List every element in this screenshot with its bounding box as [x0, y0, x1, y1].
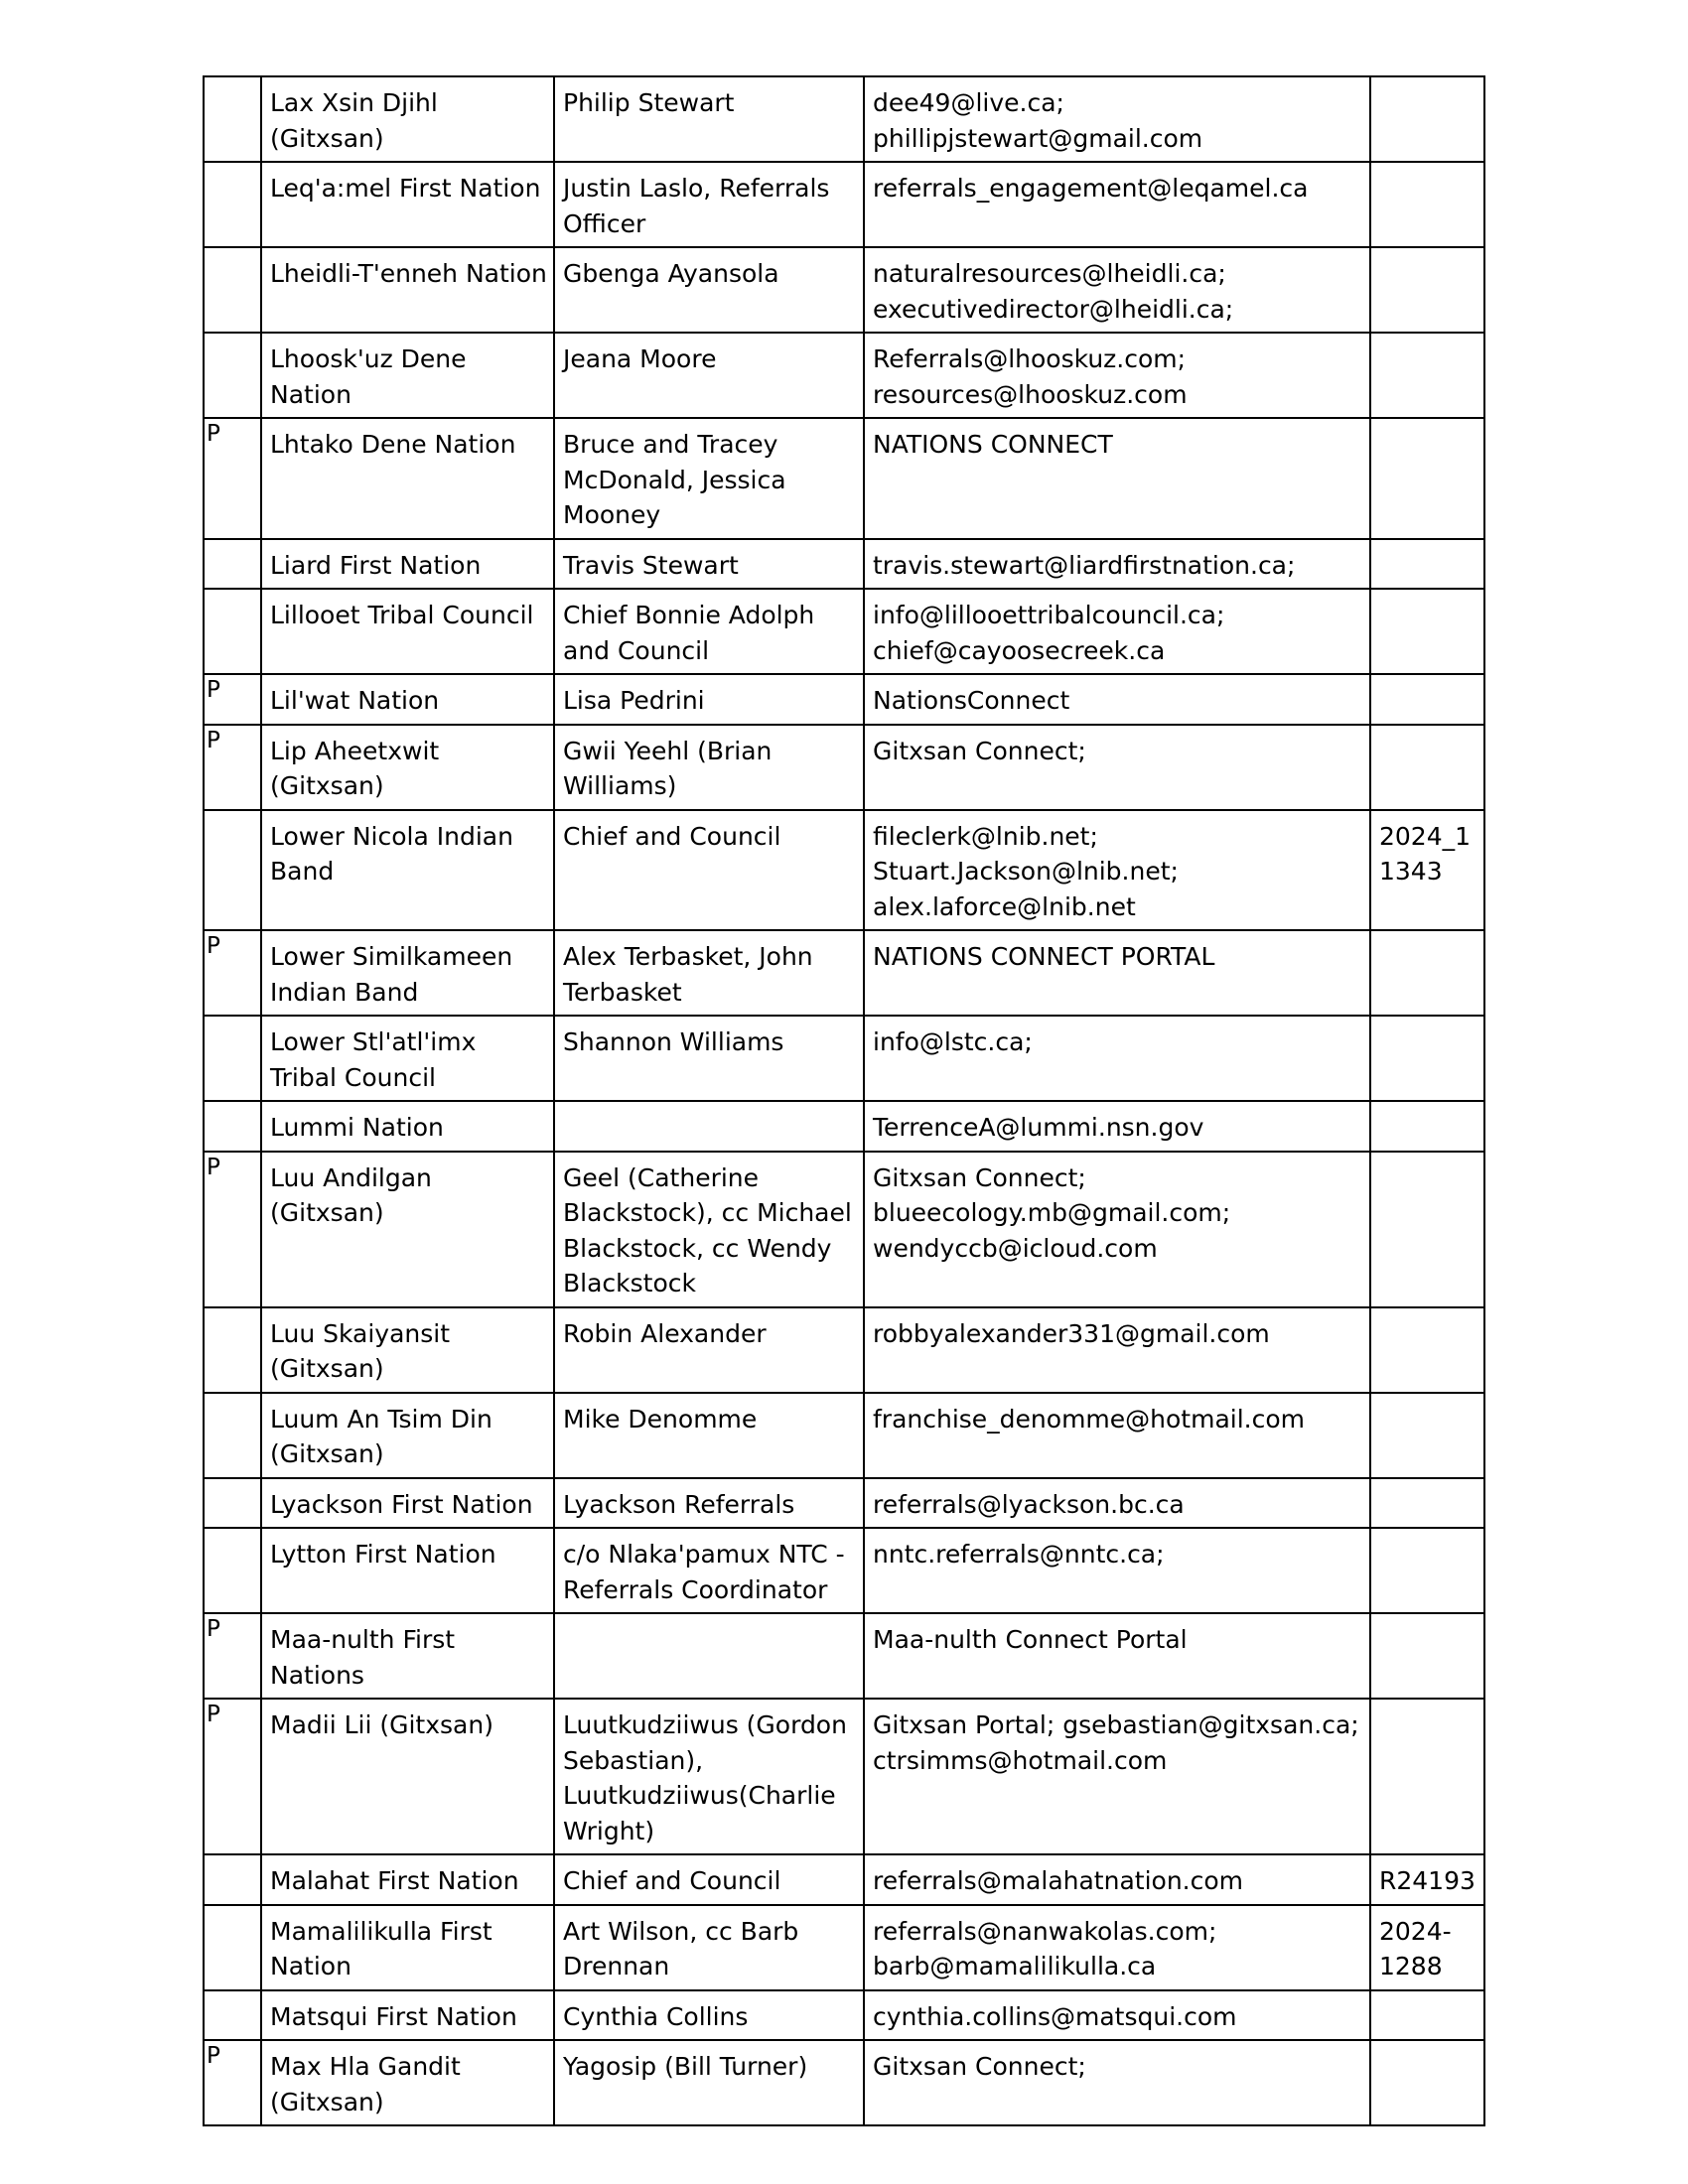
contact-email: Maa-nulth Connect Portal: [864, 1613, 1370, 1699]
portal-flag: [204, 333, 261, 418]
contact-name: Gwii Yeehl (Brian Williams): [554, 725, 864, 810]
reference-number: [1370, 674, 1484, 725]
nation-name: Luu Andilgan (Gitxsan): [261, 1152, 554, 1307]
contact-email: referrals_engagement@leqamel.ca: [864, 162, 1370, 247]
contact-name: Shannon Williams: [554, 1016, 864, 1101]
portal-flag: P: [204, 2040, 261, 2125]
contact-email: cynthia.collins@matsqui.com: [864, 1990, 1370, 2041]
portal-flag: [204, 539, 261, 590]
nation-name: Lax Xsin Djihl (Gitxsan): [261, 76, 554, 162]
contact-name: Chief and Council: [554, 1854, 864, 1905]
contact-email: Gitxsan Connect; blueecology.mb@gmail.com; wendyccb@icloud.com: [864, 1152, 1370, 1307]
reference-number: [1370, 2040, 1484, 2125]
portal-flag: [204, 810, 261, 931]
table-row: [204, 247, 1484, 333]
nation-name: Malahat First Nation: [261, 1854, 554, 1905]
table-row: [204, 76, 1484, 162]
table-row: [204, 1528, 1484, 1613]
portal-flag: [204, 1101, 261, 1152]
table-row: [204, 1016, 1484, 1101]
contact-name: Geel (Catherine Blackstock), cc Michael Blackstock, cc Wendy Blackstock: [554, 1152, 864, 1307]
contacts-table-body: [204, 76, 1484, 2125]
contact-email: Gitxsan Connect;: [864, 2040, 1370, 2125]
contact-email: travis.stewart@liardfirstnation.ca;: [864, 539, 1370, 590]
table-row: [204, 1905, 1484, 1990]
portal-flag: [204, 76, 261, 162]
table-row: [204, 589, 1484, 674]
nation-name: Leq'a:mel First Nation: [261, 162, 554, 247]
portal-flag: [204, 1528, 261, 1613]
reference-number: [1370, 539, 1484, 590]
portal-flag: [204, 1990, 261, 2041]
table-row: [204, 1152, 1484, 1307]
reference-number: 2024_11343: [1370, 810, 1484, 931]
contact-name: Luutkudziiwus (Gordon Sebastian), Luutkudziiwus(Charlie Wright): [554, 1699, 864, 1854]
portal-flag: [204, 1905, 261, 1990]
contact-email: dee49@live.ca; phillipjstewart@gmail.com: [864, 76, 1370, 162]
reference-number: R24193: [1370, 1854, 1484, 1905]
contact-email: nntc.referrals@nntc.ca;: [864, 1528, 1370, 1613]
contact-name: Gbenga Ayansola: [554, 247, 864, 333]
nation-name: Lyackson First Nation: [261, 1478, 554, 1529]
reference-number: [1370, 930, 1484, 1016]
portal-flag: P: [204, 1152, 261, 1307]
reference-number: [1370, 76, 1484, 162]
nation-name: Lower Nicola Indian Band: [261, 810, 554, 931]
contact-name: Alex Terbasket, John Terbasket: [554, 930, 864, 1016]
reference-number: [1370, 1393, 1484, 1478]
reference-number: [1370, 418, 1484, 539]
contact-email: NATIONS CONNECT PORTAL: [864, 930, 1370, 1016]
portal-flag: [204, 162, 261, 247]
reference-number: [1370, 1613, 1484, 1699]
contact-email: Referrals@lhooskuz.com; resources@lhooskuz.com: [864, 333, 1370, 418]
contact-email: Gitxsan Connect;: [864, 725, 1370, 810]
table-row: [204, 1990, 1484, 2041]
contact-email: referrals@nanwakolas.com; barb@mamalilikulla.ca: [864, 1905, 1370, 1990]
contact-name: [554, 1613, 864, 1699]
contact-email: referrals@malahatnation.com: [864, 1854, 1370, 1905]
nation-name: Lhtako Dene Nation: [261, 418, 554, 539]
table-row: [204, 674, 1484, 725]
contact-name: Yagosip (Bill Turner): [554, 2040, 864, 2125]
portal-flag: [204, 1307, 261, 1393]
nation-name: Lip Aheetxwit (Gitxsan): [261, 725, 554, 810]
contact-email: fileclerk@lnib.net; Stuart.Jackson@lnib.net; alex.laforce@lnib.net: [864, 810, 1370, 931]
contact-name: Chief and Council: [554, 810, 864, 931]
contact-name: Chief Bonnie Adolph and Council: [554, 589, 864, 674]
portal-flag: [204, 589, 261, 674]
contact-email: referrals@lyackson.bc.ca: [864, 1478, 1370, 1529]
contact-name: Lyackson Referrals: [554, 1478, 864, 1529]
nation-name: Luum An Tsim Din (Gitxsan): [261, 1393, 554, 1478]
contact-email: robbyalexander331@gmail.com: [864, 1307, 1370, 1393]
portal-flag: P: [204, 1699, 261, 1854]
reference-number: [1370, 1307, 1484, 1393]
reference-number: [1370, 1101, 1484, 1152]
table-row: [204, 333, 1484, 418]
table-row: [204, 1478, 1484, 1529]
table-row: [204, 162, 1484, 247]
nation-name: Max Hla Gandit (Gitxsan): [261, 2040, 554, 2125]
table-row: [204, 418, 1484, 539]
reference-number: [1370, 1016, 1484, 1101]
contacts-table: [203, 75, 1485, 2126]
reference-number: [1370, 333, 1484, 418]
portal-flag: [204, 1393, 261, 1478]
table-row: [204, 2040, 1484, 2125]
contact-email: NationsConnect: [864, 674, 1370, 725]
contact-name: [554, 1101, 864, 1152]
nation-name: Lower Stl'atl'imx Tribal Council: [261, 1016, 554, 1101]
table-row: [204, 725, 1484, 810]
contact-name: Jeana Moore: [554, 333, 864, 418]
portal-flag: [204, 247, 261, 333]
nation-name: Madii Lii (Gitxsan): [261, 1699, 554, 1854]
table-row: [204, 1101, 1484, 1152]
contact-email: info@lstc.ca;: [864, 1016, 1370, 1101]
portal-flag: [204, 1016, 261, 1101]
nation-name: Mamalilikulla First Nation: [261, 1905, 554, 1990]
contact-name: c/o Nlaka'pamux NTC - Referrals Coordinator: [554, 1528, 864, 1613]
reference-number: [1370, 247, 1484, 333]
contact-email: NATIONS CONNECT: [864, 418, 1370, 539]
contact-name: Bruce and Tracey McDonald, Jessica Mooney: [554, 418, 864, 539]
reference-number: [1370, 725, 1484, 810]
reference-number: [1370, 1990, 1484, 2041]
reference-number: [1370, 1152, 1484, 1307]
table-row: [204, 930, 1484, 1016]
nation-name: Maa-nulth First Nations: [261, 1613, 554, 1699]
contact-name: Justin Laslo, Referrals Officer: [554, 162, 864, 247]
portal-flag: P: [204, 930, 261, 1016]
contact-email: Gitxsan Portal; gsebastian@gitxsan.ca; ctrsimms@hotmail.com: [864, 1699, 1370, 1854]
contact-email: naturalresources@lheidli.ca; executivedirector@lheidli.ca;: [864, 247, 1370, 333]
nation-name: Lower Similkameen Indian Band: [261, 930, 554, 1016]
reference-number: [1370, 1528, 1484, 1613]
table-row: [204, 810, 1484, 931]
contact-name: Art Wilson, cc Barb Drennan: [554, 1905, 864, 1990]
contact-name: Travis Stewart: [554, 539, 864, 590]
contact-name: Cynthia Collins: [554, 1990, 864, 2041]
reference-number: [1370, 1478, 1484, 1529]
portal-flag: [204, 1854, 261, 1905]
nation-name: Lil'wat Nation: [261, 674, 554, 725]
table-row: [204, 1854, 1484, 1905]
nation-name: Lytton First Nation: [261, 1528, 554, 1613]
contact-email: info@lillooettribalcouncil.ca; chief@cayoosecreek.ca: [864, 589, 1370, 674]
reference-number: 2024-1288: [1370, 1905, 1484, 1990]
nation-name: Lhoosk'uz Dene Nation: [261, 333, 554, 418]
nation-name: Luu Skaiyansit (Gitxsan): [261, 1307, 554, 1393]
reference-number: [1370, 1699, 1484, 1854]
nation-name: Lheidli-T'enneh Nation: [261, 247, 554, 333]
portal-flag: P: [204, 725, 261, 810]
reference-number: [1370, 162, 1484, 247]
contact-email: franchise_denomme@hotmail.com: [864, 1393, 1370, 1478]
nation-name: Liard First Nation: [261, 539, 554, 590]
table-row: [204, 539, 1484, 590]
contact-email: TerrenceA@lummi.nsn.gov: [864, 1101, 1370, 1152]
table-row: [204, 1307, 1484, 1393]
contact-name: Robin Alexander: [554, 1307, 864, 1393]
table-row: [204, 1393, 1484, 1478]
table-row: [204, 1699, 1484, 1854]
table-row: [204, 1613, 1484, 1699]
reference-number: [1370, 589, 1484, 674]
contact-name: Lisa Pedrini: [554, 674, 864, 725]
portal-flag: P: [204, 674, 261, 725]
portal-flag: P: [204, 1613, 261, 1699]
contact-name: Mike Denomme: [554, 1393, 864, 1478]
portal-flag: P: [204, 418, 261, 539]
nation-name: Matsqui First Nation: [261, 1990, 554, 2041]
nation-name: Lummi Nation: [261, 1101, 554, 1152]
contact-name: Philip Stewart: [554, 76, 864, 162]
nation-name: Lillooet Tribal Council: [261, 589, 554, 674]
portal-flag: [204, 1478, 261, 1529]
